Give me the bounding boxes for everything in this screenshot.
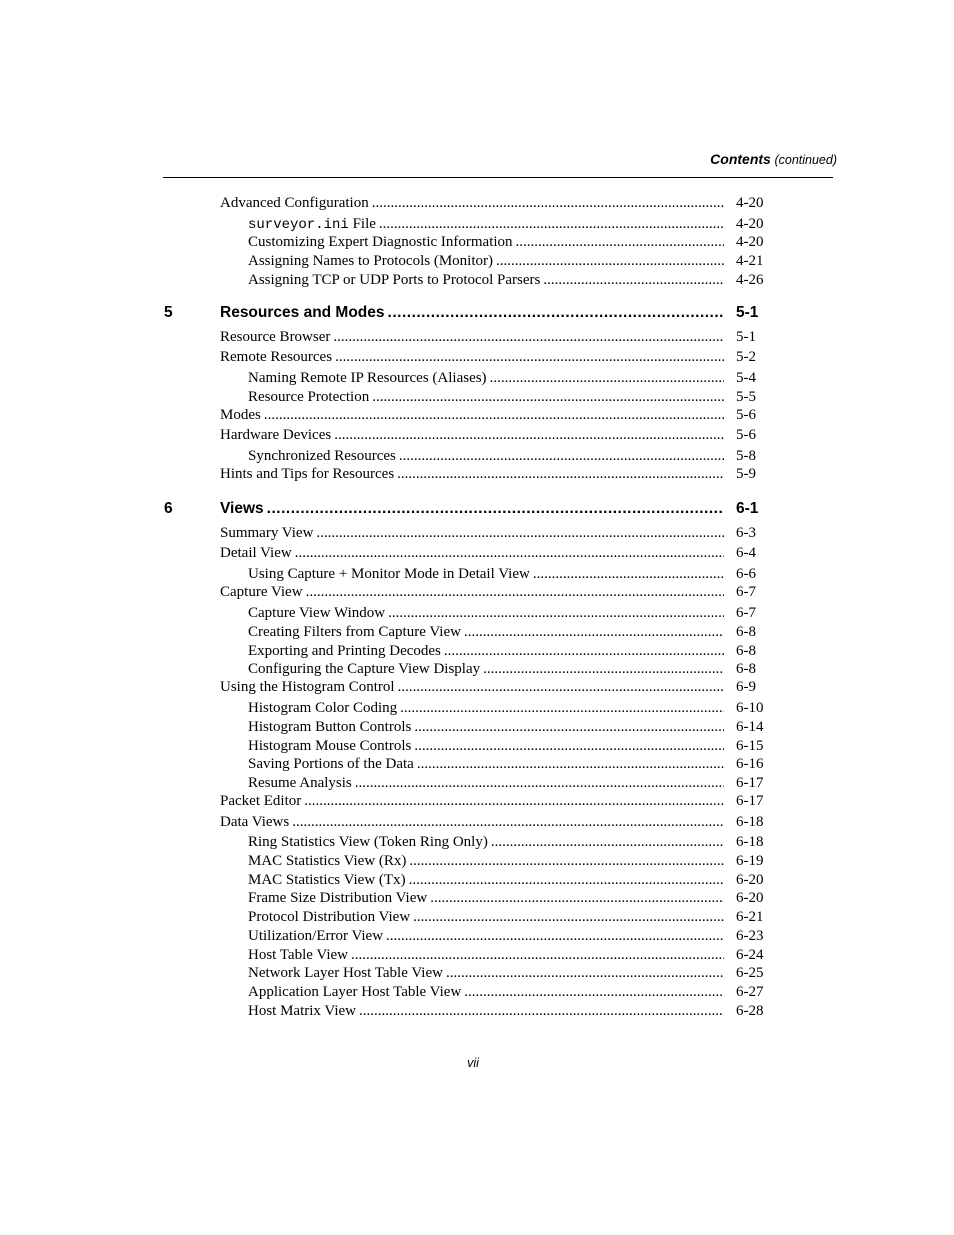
toc-entry-title: Data Views [220,814,290,830]
dot-leader [496,253,724,270]
dot-leader [351,947,724,964]
toc-entry-title: Resource Protection [248,389,370,405]
toc-entry-page: 6-24 [736,947,764,963]
dot-leader [400,700,724,717]
toc-entry-page: 6-15 [736,738,764,754]
toc-entry-page: 6-17 [736,793,764,809]
toc-entry-title: Synchronized Resources [248,448,396,464]
dot-leader [379,216,724,233]
chapter-page: 6-1 [736,500,759,517]
toc-entry[interactable] [248,984,764,1004]
toc-entry-title: Assigning TCP or UDP Ports to Protocol Parsers [248,272,541,288]
toc-entry[interactable] [248,928,764,948]
toc-entry-page: 6-3 [736,525,756,541]
toc-entry[interactable] [220,407,756,427]
toc-entry[interactable] [220,466,756,486]
toc-entry-title [248,216,379,233]
toc-entry[interactable] [220,545,756,565]
toc-entry-title: Assigning Names to Protocols (Monitor) [248,253,493,269]
toc-entry[interactable] [220,584,756,604]
dot-leader [399,448,724,465]
chapter-number: 6 [164,500,173,517]
dot-leader [372,195,724,212]
dot-leader [264,407,724,424]
toc-entry-page: 6-19 [736,853,764,869]
dot-leader [335,349,724,366]
dot-leader [397,466,724,483]
toc-entry[interactable] [248,234,764,254]
dot-leader [316,525,724,542]
toc-entry[interactable] [248,947,764,967]
toc-entry-page: 6-25 [736,965,764,981]
toc-entry[interactable] [248,775,764,795]
toc-entry-title: MAC Statistics View (Rx) [248,853,407,869]
chapter-title: Views [220,500,264,517]
toc-entry[interactable] [248,216,764,236]
toc-entry-title: Saving Portions of the Data [248,756,414,772]
toc-entry[interactable] [248,370,756,390]
dot-leader [444,643,724,660]
toc-entry-title: Host Table View [248,947,348,963]
toc-entry[interactable] [220,427,756,447]
toc-entry-title: Exporting and Printing Decodes [248,643,441,659]
toc-entry-title: MAC Statistics View (Tx) [248,872,406,888]
dot-leader [464,624,724,641]
toc-entry-page: 4-20 [736,234,764,250]
toc-entry-title-rest: File [348,216,376,232]
toc-entry-title: Creating Filters from Capture View [248,624,461,640]
toc-entry-page: 6-6 [736,566,756,582]
dot-leader [306,584,724,601]
toc-entry-title: Resource Browser [220,329,331,345]
toc-entry-page: 6-8 [736,624,756,640]
toc-entry-title: Utilization/Error View [248,928,384,944]
toc-entry-title: Modes [220,407,261,423]
dot-leader [417,756,724,773]
toc-entry-page: 4-26 [736,272,764,288]
toc-entry-page: 5-9 [736,466,756,482]
toc-entry-title: Remote Resources [220,349,333,365]
toc-entry-page: 5-8 [736,448,756,464]
toc-entry[interactable] [248,253,764,273]
dot-leader [413,909,724,926]
header-note: (continued) [774,153,837,167]
dot-leader [543,272,724,289]
toc-entry-page: 6-23 [736,928,764,944]
dot-leader [333,329,724,346]
toc-entry[interactable] [248,1003,764,1023]
toc-entry-page: 5-2 [736,349,756,365]
toc-entry[interactable] [248,700,764,720]
toc-entry-page: 6-18 [736,834,764,850]
dot-leader [464,984,724,1001]
toc-entry-title: Application Layer Host Table View [248,984,462,1000]
dot-leader [533,566,724,583]
dot-leader [372,389,724,406]
toc-entry[interactable] [248,624,756,644]
toc-entry-title: Configuring the Capture View Display [248,661,481,677]
dot-leader [491,834,724,851]
toc-entry-title: Advanced Configuration [220,195,369,211]
toc-entry-title: Using the Histogram Control [220,679,395,695]
dot-leader [304,793,724,810]
toc-entry[interactable] [248,890,764,910]
toc-entry[interactable] [248,853,764,873]
toc-entry[interactable] [220,329,756,349]
chapter-number: 5 [164,304,173,321]
toc-entry-title: Ring Statistics View (Token Ring Only) [248,834,488,850]
toc-entry[interactable] [248,272,764,292]
toc-entry[interactable] [220,525,756,545]
toc-entry-page: 5-1 [736,329,756,345]
toc-entry[interactable] [248,965,764,985]
toc-entry-page: 6-28 [736,1003,764,1019]
header-title: Contents [710,151,771,167]
toc-entry-page: 5-6 [736,407,756,423]
dot-leader [267,500,724,518]
toc-entry-page: 4-21 [736,253,764,269]
toc-entry-title: Frame Size Distribution View [248,890,428,906]
toc-entry-page: 6-20 [736,872,764,888]
toc-entry[interactable] [220,195,764,215]
toc-entry-page: 5-6 [736,427,756,443]
toc-entry-title: Packet Editor [220,793,302,809]
toc-entry[interactable] [248,738,764,758]
toc-entry[interactable] [248,756,764,776]
toc-entry-title: Histogram Color Coding [248,700,398,716]
toc-entry[interactable] [248,566,756,586]
toc-entry-title: Summary View [220,525,314,541]
dot-leader [359,1003,724,1020]
toc-entry-page: 6-21 [736,909,764,925]
page-number: vii [467,1056,479,1070]
toc-entry-page: 6-7 [736,584,756,600]
toc-entry-title: Hardware Devices [220,427,332,443]
toc-entry-page: 5-5 [736,389,756,405]
toc-entry-page: 6-14 [736,719,764,735]
dot-leader [292,814,724,831]
toc-entry-title: Capture View [220,584,303,600]
toc-entry[interactable] [220,349,756,369]
toc-entry-title: Histogram Mouse Controls [248,738,412,754]
toc-entry[interactable] [248,605,756,625]
toc-entry[interactable] [220,679,756,699]
toc-entry-title: Capture View Window [248,605,386,621]
toc-entry-title: Resume Analysis [248,775,352,791]
dot-leader [414,719,724,736]
toc-entry-page: 6-17 [736,775,764,791]
toc-entry-title: Protocol Distribution View [248,909,411,925]
dot-leader [295,545,724,562]
dot-leader [334,427,724,444]
toc-entry[interactable] [248,643,756,663]
dot-leader [430,890,724,907]
toc-entry-page: 6-16 [736,756,764,772]
dot-leader [386,928,724,945]
chapter-heading[interactable] [220,304,759,324]
dot-leader [409,853,724,870]
toc-entry-page: 6-20 [736,890,764,906]
chapter-title: Resources and Modes [220,304,385,321]
dot-leader [355,775,724,792]
toc-entry-title: Hints and Tips for Resources [220,466,395,482]
toc-entry[interactable] [248,389,756,409]
toc-entry-title: Using Capture + Monitor Mode in Detail View [248,566,530,582]
toc-entry[interactable] [248,834,764,854]
dot-leader [409,872,724,889]
toc-entry[interactable] [220,793,764,813]
toc-entry-title: Customizing Expert Diagnostic Information [248,234,513,250]
toc-entry[interactable] [248,719,764,739]
toc-entry[interactable] [248,448,756,468]
toc-entry-title: Network Layer Host Table View [248,965,443,981]
toc-entry-page: 6-7 [736,605,756,621]
toc-entry[interactable] [248,872,764,892]
toc-entry-page: 4-20 [736,195,764,211]
toc-entry[interactable] [248,661,756,681]
toc-entry-page: 5-4 [736,370,756,386]
toc-entry-page: 6-4 [736,545,756,561]
dot-leader [398,679,724,696]
toc-entry-title: Detail View [220,545,292,561]
toc-entry-page: 6-10 [736,700,764,716]
dot-leader [388,605,724,622]
dot-leader [516,234,724,251]
toc-entry-page: 6-27 [736,984,764,1000]
toc-entry-page: 6-9 [736,679,756,695]
toc-entry-page: 6-8 [736,643,756,659]
chapter-page: 5-1 [736,304,759,321]
dot-leader [414,738,724,755]
toc-entry-page: 6-18 [736,814,764,830]
toc-entry-title: Naming Remote IP Resources (Aliases) [248,370,487,386]
toc-entry-title: Histogram Button Controls [248,719,412,735]
toc-entry-code: surveyor.ini [248,217,349,233]
toc-entry-page: 6-8 [736,661,756,677]
toc-entry-title: Host Matrix View [248,1003,356,1019]
toc-entry[interactable] [220,814,764,834]
dot-leader [446,965,724,982]
dot-leader [483,661,724,678]
chapter-heading[interactable] [220,500,759,520]
toc-entry-page: 4-20 [736,216,764,232]
toc-entry[interactable] [248,909,764,929]
dot-leader [388,304,724,322]
dot-leader [490,370,724,387]
